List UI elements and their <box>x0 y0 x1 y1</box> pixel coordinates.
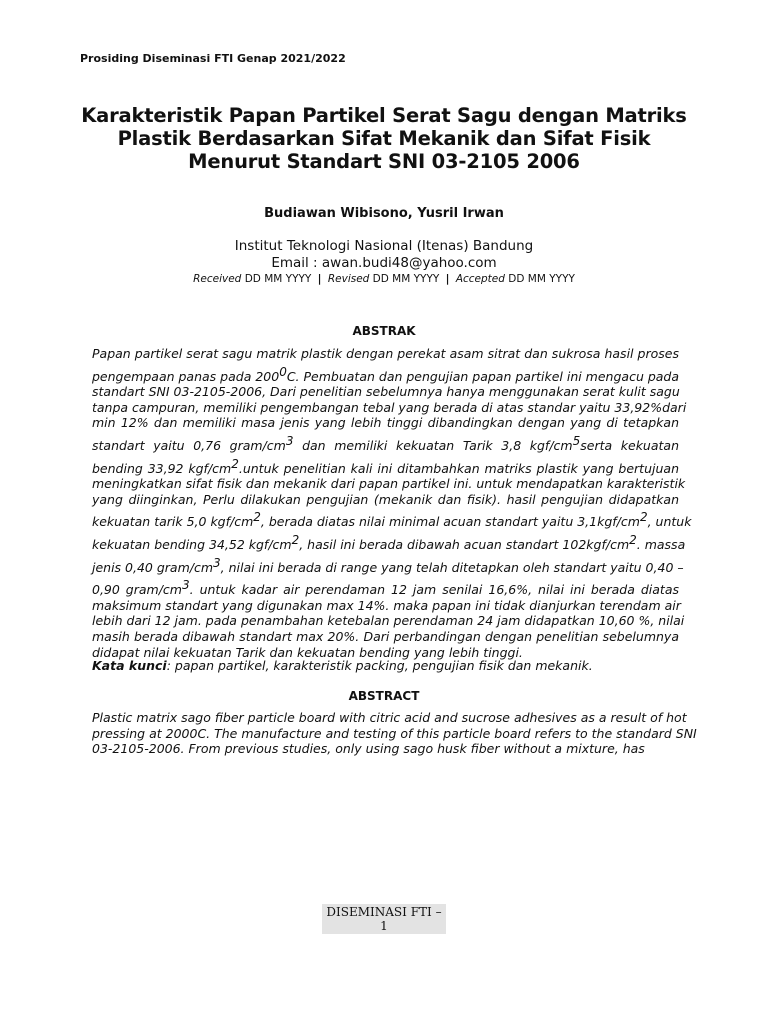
revised-label: Revised <box>327 273 370 285</box>
abstrak-line: standart SNI 03-2105-2006, Dari penelitian sebelumnya hanya menggunakan serat kulit sagu <box>92 384 680 400</box>
received-label: Received <box>193 273 242 285</box>
abstract-body <box>92 710 697 757</box>
abstrak-line: masih berada dibawah standart max 20%. Dari perbandingan dengan penelitian sebelumnya <box>92 628 679 644</box>
abstrak-line: kekuatan tarik 5,0 kgf/$cm^2$, berada diatas nilai minimal acuan standart yaitu $3,1kgf/cm^2$, untuk <box>92 510 692 530</box>
keywords-label: Kata kunci <box>92 658 167 673</box>
abstrak-line: min 12% dan memiliki masa jenis yang lebih tinggi dibandingkan dengan yang di tetapkan <box>92 415 679 431</box>
abstrak-line: pengempaan panas pada $200^0C$. Pembuatan dan pengujian papan partikel ini mengacu pada <box>92 364 680 384</box>
abstrak-line: bending 33,92 kgf/$cm^2.untuk$ penelitian kali ini ditambahkan matriks plastik yang bertujuan <box>92 456 679 476</box>
title-line: Menurut Standart SNI 03-2105 2006 <box>188 150 580 173</box>
running-head: Prosiding Diseminasi FTI Genap 2021/2022 <box>80 52 346 65</box>
received-value: DD MM YYYY <box>244 273 312 285</box>
submission-dates <box>0 273 768 285</box>
abstrak-line: Papan partikel serat sagu matrik plastik dengan perekat asam sitrat dan sukrosa hasil proses <box>92 346 679 361</box>
abstract-line: 03-2105-2006. From previous studies, only using sago husk fiber without a mixture, has <box>92 741 645 757</box>
date-separator: | <box>445 273 450 285</box>
title-line: Karakteristik Papan Partikel Serat Sagu dengan Matriks <box>81 104 687 127</box>
accepted-label: Accepted <box>455 273 505 285</box>
abstract-heading: ABSTRACT <box>348 689 420 703</box>
keywords <box>92 658 593 673</box>
accepted-value: DD MM YYYY <box>508 273 575 285</box>
abstrak-line: standart yaitu 0,76 gram/$cm^3$ dan memiliki kekuatan Tarik 3,8 kgf/$cm^5serta$ kekuatan <box>92 433 679 453</box>
abstract-line: Plastic matrix sago fiber particle board with citric acid and sucrose adhesives as a result of hot <box>92 710 687 725</box>
revised-value: DD MM YYYY <box>372 273 440 285</box>
abstrak-line: meningkatkan sifat fisik dan mekanik dari papan partikel ini. untuk mendapatkan karakteristik <box>92 476 686 492</box>
affiliation: Institut Teknologi Nasional (Itenas) Bandung <box>234 238 534 254</box>
date-separator: | <box>317 273 322 285</box>
email: Email : awan.budi48@yahoo.com <box>271 255 497 271</box>
page-footer: DISEMINASI FTI – 1 <box>322 904 446 934</box>
abstrak-line: kekuatan bending 34,52 kgf/$cm^2$, hasil ini berada dibawah acuan standart $102kgf/cm^2$. massa <box>92 532 686 552</box>
abstrak-line: tanpa campuran, memiliki pengembangan tebal yang berada di atas standar yaitu 33,92%dari <box>92 399 687 415</box>
abstrak-body <box>92 346 692 660</box>
abstrak-line: jenis 0,40 gram/$cm^3$, nilai ini berada di range yang telah ditetapkan oleh standart yaitu 0,40 – <box>92 555 684 575</box>
title-line: Plastik Berdasarkan Sifat Mekanik dan Sifat Fisik <box>117 127 651 150</box>
affiliation-block <box>0 238 768 272</box>
paper-title <box>60 104 708 173</box>
abstrak-line: lebih dari 12 jam. pada penambahan ketebalan perendaman 24 jam didapatkan 10,60 %, nilai <box>92 613 685 629</box>
abstrak-line: didapat nilai kekuatan Tarik dan kekuatan bending yang lebih tinggi. <box>92 644 523 660</box>
abstrak-line: maksimum standart yang digunakan max 14%. maka papan ini tidak dianjurkan terendam air <box>92 597 681 613</box>
authors: Budiawan Wibisono, Yusril Irwan <box>264 206 504 221</box>
abstrak-heading: ABSTRAK <box>352 324 416 338</box>
abstract-line: pressing at 2000C. The manufacture and testing of this particle board refers to the standard SNI <box>92 725 697 741</box>
abstrak-line: yang diinginkan, Perlu dilakukan pengujian (mekanik dan fisik). hasil pengujian didapatkan <box>92 491 679 507</box>
keywords-text: : papan partikel, karakteristik packing, pengujian fisik dan mekanik. <box>166 658 593 673</box>
abstrak-line: 0,90 gram/$cm^3$. untuk kadar air perendaman 12 jam senilai 16,6%, nilai ini berada diatas <box>92 578 679 598</box>
